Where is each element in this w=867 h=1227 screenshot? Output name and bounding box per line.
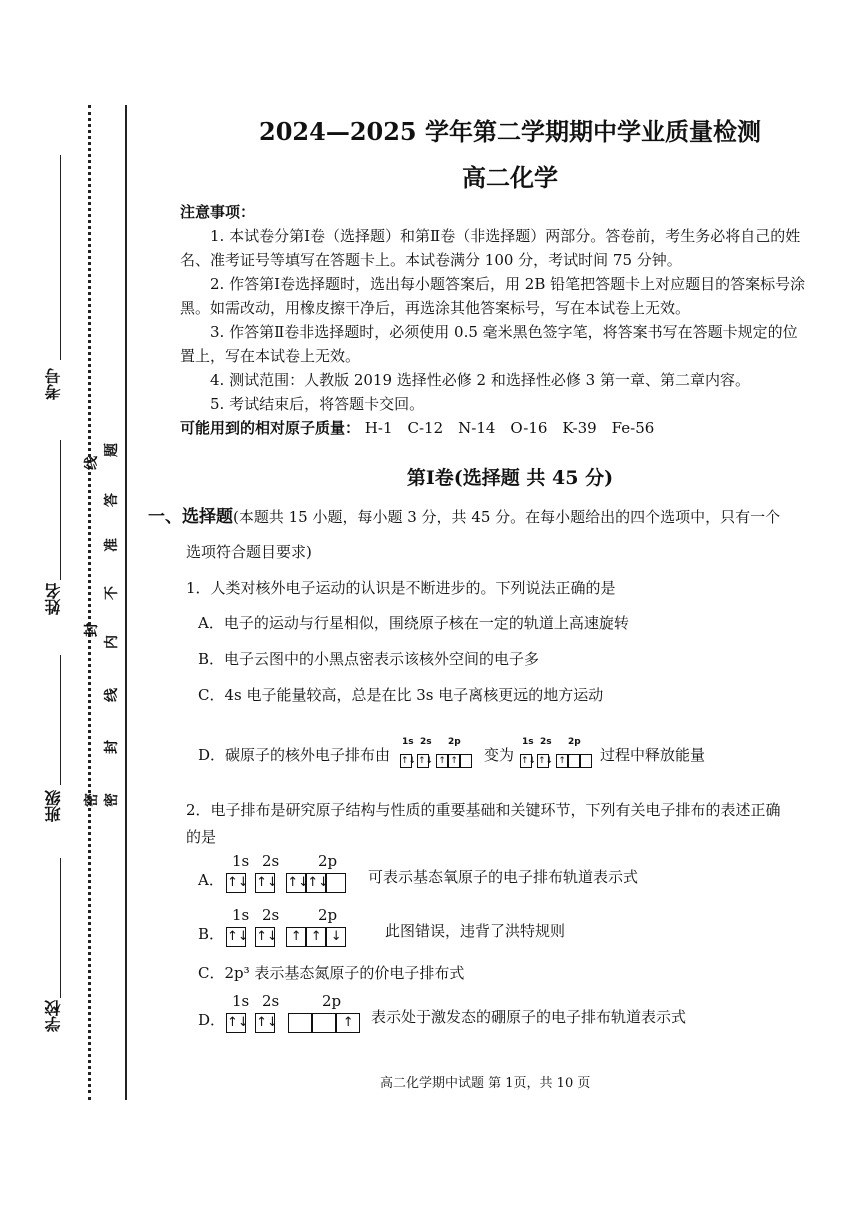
orbital-box: ↑↓ xyxy=(255,873,275,893)
orbital-box: ↑ xyxy=(286,927,306,947)
school-line[interactable] xyxy=(60,858,61,998)
orbital-label: 2p xyxy=(318,906,338,924)
q1-option-d-suffix: 过程中释放能量 xyxy=(600,746,706,764)
orbital-box: ↑ xyxy=(306,927,326,947)
orbital-box: ↑↓ xyxy=(226,927,246,947)
q1-option-d-mid: 变为 xyxy=(484,746,515,764)
orbital-box: ↑↓ xyxy=(226,1013,246,1033)
q2-option-a-text[interactable]: 可表示基态氧原子的电子排布轨道表示式 xyxy=(368,868,639,886)
atomic-masses-row xyxy=(180,416,810,440)
orbital-label: 2p xyxy=(448,737,461,747)
orbital-label: 1s xyxy=(402,737,414,747)
notice-item: 4. 测试范围：人教版 2019 选择性必修 2 和选择性必修 3 第一章、第二章内容。 xyxy=(210,371,750,389)
orbital-label: 2s xyxy=(262,852,280,870)
page-footer: 高二化学期中试题 第 1页，共 10 页 xyxy=(380,1076,591,1091)
part-desc-cont: 选项符合题目要求) xyxy=(186,543,312,561)
orbital-box: ↑ xyxy=(336,1013,360,1033)
orbital-box: ↑↓ xyxy=(226,873,246,893)
orbital-box: ↑↓ xyxy=(255,1013,275,1033)
q2-option-c[interactable]: C．2p³ 表示基态氮原子的价电子排布式 xyxy=(198,964,465,982)
q2-option-d-letter[interactable]: D． xyxy=(198,1011,226,1029)
orbital-label: 2p xyxy=(568,737,581,747)
exam-number-line[interactable] xyxy=(60,155,61,360)
orbital-box xyxy=(460,754,472,768)
orbital-box: ↑↓ xyxy=(255,927,275,947)
orbital-label: 2p xyxy=(318,852,338,870)
seal-char: 密 xyxy=(84,793,100,807)
q2-option-a-letter[interactable]: A． xyxy=(198,871,224,889)
subject-title: 高二化学 xyxy=(462,163,558,192)
q1-d-config-2 xyxy=(520,750,592,769)
orbital-box: ↑↓ xyxy=(306,873,326,893)
orbital-label: 2s xyxy=(262,992,280,1010)
notice-block xyxy=(180,200,810,440)
q1-option-b[interactable]: B．电子云图中的小黑点密表示该核外空间的电子多 xyxy=(198,650,540,668)
orbital-label: 2s xyxy=(262,906,280,924)
q2-d-config xyxy=(226,1012,360,1033)
orbital-label: 1s xyxy=(232,992,250,1010)
seal-char: 不 xyxy=(104,586,120,600)
orbital-box xyxy=(326,873,346,893)
class-line[interactable] xyxy=(60,655,61,785)
orbital-box: ↑↓ xyxy=(538,755,554,766)
seal-char: 密 xyxy=(104,793,120,807)
name-label: 姓名 xyxy=(44,583,63,615)
q2-stem-cont: 的是 xyxy=(186,828,217,846)
orbital-label: 1s xyxy=(522,737,534,747)
orbital-box xyxy=(580,754,592,768)
orbital-box: ↑↓ xyxy=(286,873,306,893)
q2-option-b-letter[interactable]: B． xyxy=(198,925,225,943)
notice-item: 5. 考试结束后，将答题卡交回。 xyxy=(210,395,425,413)
q1-option-a[interactable]: A．电子的运动与行星相似，围绕原子核在一定的轨道上高速旋转 xyxy=(198,614,629,632)
q2-a-config xyxy=(226,872,346,893)
q1-d-config-1 xyxy=(400,750,472,769)
q1-option-c[interactable]: C．4s 电子能量较高，总是在比 3s 电子离核更远的地方运动 xyxy=(198,686,604,704)
school-label: 学校 xyxy=(44,1000,63,1032)
binding-dotted-line xyxy=(88,105,91,1100)
orbital-box xyxy=(288,1013,312,1033)
q1-stem: 1．人类对核外电子运动的认识是不断进步的。下列说法正确的是 xyxy=(186,579,616,597)
class-label: 班级 xyxy=(44,790,63,822)
atomic-masses-label: 可能用到的相对原子质量： xyxy=(180,419,361,437)
q2-stem: 2．电子排布是研究原子结构与性质的重要基础和关键环节，下列有关电子排布的表述正确 xyxy=(186,801,781,819)
orbital-box xyxy=(568,754,580,768)
seal-char: 封 xyxy=(104,740,120,754)
notice-item: 3. 作答第Ⅱ卷非选择题时，必须使用 0.5 毫米黑色签字笔，将答案书写在答题卡规定的位置上，写在本试卷上无效。 xyxy=(180,323,798,365)
seal-char: 线 xyxy=(104,688,120,702)
q2-option-b-text[interactable]: 此图错误，违背了洪特规则 xyxy=(385,922,566,940)
part-desc: (本题共 15 小题，每小题 3 分，共 45 分。在每小题给出的四个选项中，只有一个 xyxy=(233,508,781,526)
notice-item: 1. 本试卷分第Ⅰ卷（选择题）和第Ⅱ卷（非选择题）两部分。答卷前，考生务必将自己的姓名、准考证号等填写在答题卡上。本试卷满分 100 分，考试时间 75 分钟。 xyxy=(180,227,801,269)
section-heading: 第Ⅰ卷(选择题 共 45 分) xyxy=(406,467,614,489)
exam-title: 2024—2025 学年第二学期期中学业质量检测 xyxy=(259,117,761,146)
part-heading xyxy=(148,506,818,528)
seal-char: 题 xyxy=(104,443,120,457)
orbital-label: 2p xyxy=(322,992,342,1010)
orbital-box: ↑↓ xyxy=(418,755,434,766)
q2-option-d-text[interactable]: 表示处于激发态的硼原子的电子排布轨道表示式 xyxy=(371,1008,687,1026)
orbital-box: ↑↓ xyxy=(521,755,537,766)
orbital-label: 1s xyxy=(232,906,250,924)
exam-number-label: 考号 xyxy=(44,368,63,400)
notice-heading: 注意事项： xyxy=(180,203,256,221)
seal-char: 答 xyxy=(104,493,120,507)
seal-char: 内 xyxy=(104,635,120,649)
orbital-label: 2s xyxy=(420,737,432,747)
orbital-box: ↑ xyxy=(556,754,568,768)
orbital-label: 1s xyxy=(232,852,250,870)
part-label: 一、选择题 xyxy=(148,507,233,527)
q1-option-d-prefix[interactable]: D．碳原子的核外电子排布由 xyxy=(198,746,391,764)
notice-item: 2. 作答第Ⅰ卷选择题时，选出每小题答案后，用 2B 铅笔把答题卡上对应题目的答案标号涂黑。如需改动，用橡皮擦干净后，再选涂其他答案标号，写在本试卷上无效。 xyxy=(180,275,806,317)
seal-char: 封 xyxy=(84,623,100,637)
atomic-masses: H-1 C-12 N-14 O-16 K-39 Fe-56 xyxy=(364,419,655,437)
orbital-box xyxy=(312,1013,336,1033)
orbital-box: ↑ xyxy=(436,754,448,768)
binding-solid-line xyxy=(125,105,127,1100)
orbital-box: ↑↓ xyxy=(401,755,417,766)
seal-char: 线 xyxy=(84,456,100,470)
orbital-label: 2s xyxy=(540,737,552,747)
orbital-box: ↓ xyxy=(326,927,346,947)
orbital-box: ↑ xyxy=(448,754,460,768)
name-line[interactable] xyxy=(60,440,61,580)
seal-char: 准 xyxy=(104,538,120,552)
q2-b-config xyxy=(226,926,346,947)
